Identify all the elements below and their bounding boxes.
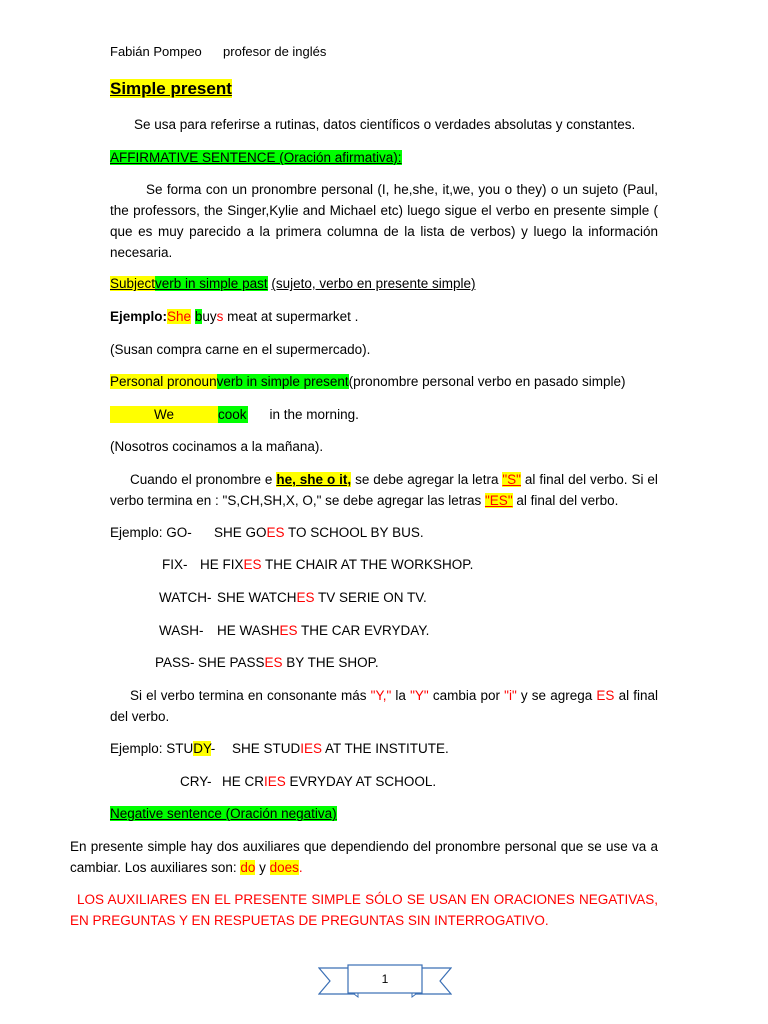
rule-y-paragraph (110, 685, 658, 727)
rule-y-text-3: cambia por (428, 688, 505, 703)
es-example-sentence-end: TO SCHOOL BY BUS. (284, 525, 424, 540)
y-example-verb-start: CRY- (180, 774, 212, 789)
example-1-label: Ejemplo: (110, 309, 168, 324)
example-1-verb-start: b (194, 309, 203, 324)
pattern-2-verb: verb in simple present (216, 374, 349, 389)
rule-s-letter-s: "S" (502, 472, 521, 487)
pattern-1-gloss: (sujeto, verbo en presente simple) (271, 276, 476, 291)
example-1-rest: meat at supermarket . (227, 309, 359, 324)
example-1-verb-mid: uy (202, 309, 217, 324)
negative-heading-row (110, 805, 337, 822)
y-example-verb (180, 773, 222, 790)
affirmative-heading: AFFIRMATIVE SENTENCE (Oración afirmativa): (110, 150, 402, 165)
y-example-row (110, 740, 449, 757)
intro-text: Se usa para referirse a rutinas, datos científicos o verdades absolutas y constantes. (134, 117, 636, 132)
header-role: profesor de inglés (223, 44, 327, 59)
es-example-sentence-start: HE WASH (217, 623, 280, 638)
es-example-suffix: ES (243, 557, 262, 572)
pattern-1-verb: verb in simple past (155, 276, 268, 291)
auxiliaries-warning: LOS AUXILIARES EN EL PRESENTE SIMPLE SÓLO SE USAN EN ORACIONES NEGATIVAS, EN PREGUNTAS Y EN RESPUETAS DE PREGUNTAS SIN INTERROGATIVO. (70, 892, 658, 928)
es-example-verb: WASH- (159, 623, 204, 638)
rule-y-text-2: la (391, 688, 411, 703)
translation-2: (Nosotros cocinamos a la mañana). (110, 439, 324, 454)
affirmative-description: Se forma con un pronombre personal (I, he,she, it,we, you o they) o un sujeto (Paul, the professors, the Singer,Kylie and Michael etc) luego sigue el verbo en presente simple ( que es muy parecido a la primera columna de la lista de verbos) y luego la información necesaria. (110, 182, 658, 260)
pattern-2-subject: Personal pronoun (110, 374, 217, 389)
y-example-verb-ending: DY (193, 741, 211, 756)
es-example-row (162, 556, 473, 573)
rule-s-letters-es: "ES" (485, 493, 513, 508)
y-example-suffix: IES (264, 774, 286, 789)
es-example-sentence-start: SHE PASS (198, 655, 265, 670)
rule-s-text-5: al final del verbo. (516, 493, 619, 508)
es-example-suffix: ES (296, 590, 315, 605)
example-2-subject: We (110, 406, 218, 423)
rule-s-text-3: al final del verbo. Si (524, 472, 644, 487)
pattern-1 (110, 275, 475, 292)
y-example-sentence-end: EVRYDAY AT SCHOOL. (285, 774, 437, 789)
header (110, 43, 326, 60)
page-number-ribbon (318, 964, 452, 998)
y-example-verb (110, 740, 232, 757)
example-2-rest: in the morning. (269, 407, 359, 422)
negative-text: En presente simple hay dos auxiliares que dependiendo del pronombre personal que se use va a cambiar. Los auxiliares son: (70, 839, 658, 875)
page-title: Simple present (110, 79, 232, 98)
negative-text-end: . (298, 860, 303, 875)
page-number: 1 (381, 972, 389, 986)
es-example-verb: FIX- (162, 557, 188, 572)
y-example-verb-start: Ejemplo: STU (110, 741, 194, 756)
page-title-row (110, 78, 232, 101)
es-example-sentence-end: THE CHAIR AT THE WORKSHOP. (261, 557, 474, 572)
auxiliary-do: do (240, 860, 256, 875)
es-example-row (159, 589, 427, 606)
es-example-sentence-start: SHE WATCH (217, 590, 297, 605)
es-example-row (110, 524, 424, 541)
translation-1: (Susan compra carne en el supermercado). (110, 342, 371, 357)
negative-heading: Negative sentence (Oración negativa) (110, 806, 337, 821)
es-example-suffix: ES (279, 623, 298, 638)
es-example-verb: WATCH- (159, 590, 212, 605)
y-example-sentence-start: HE CR (222, 774, 265, 789)
rule-y-text-5: al final del verbo. (110, 688, 658, 724)
es-example-suffix: ES (264, 655, 283, 670)
es-example-sentence-start: SHE GO (214, 525, 267, 540)
es-example-sentence-end: BY THE SHOP. (282, 655, 379, 670)
rule-y-es: ES (596, 688, 615, 703)
example-1 (110, 308, 358, 325)
header-author: Fabián Pompeo (110, 44, 202, 59)
es-example-verb: PASS- (155, 655, 195, 670)
es-example-sentence-start: HE FIX (200, 557, 244, 572)
y-example-sentence-start: SHE STUD (232, 741, 301, 756)
pattern-1-subject: Subject (110, 276, 156, 291)
es-example-suffix: ES (266, 525, 285, 540)
rule-y-letter-i: "i" (504, 688, 517, 703)
y-example-suffix: IES (300, 741, 323, 756)
rule-y-letter-y1: "Y," (370, 688, 392, 703)
pattern-2-gloss: (pronombre personal verbo en pasado simple) (348, 374, 626, 389)
y-example-verb-dash: - (210, 741, 216, 756)
example-2-verb: cook (218, 407, 247, 422)
rule-s-pronouns: he, she o it, (276, 472, 352, 487)
y-example-sentence-end: AT THE INSTITUTE. (322, 741, 449, 756)
rule-y-text-4: y se agrega (516, 688, 597, 703)
y-example-row (180, 773, 436, 790)
es-example-verb: Ejemplo: GO- (110, 525, 192, 540)
es-example-row (159, 622, 429, 639)
rule-s-paragraph (110, 469, 658, 511)
negative-text-and: y (255, 860, 270, 875)
example-2 (110, 406, 359, 423)
rule-y-letter-y2: "Y" (410, 688, 429, 703)
auxiliary-does: does (269, 860, 299, 875)
example-1-subject: She (167, 309, 192, 324)
rule-s-text-4: el verbo termina en : "S,CH,SH,X, O," se debe agregar las letras (110, 472, 658, 508)
negative-paragraph (70, 836, 658, 878)
rule-s-text-2: se debe agregar la letra (355, 472, 499, 487)
pattern-2 (110, 373, 626, 390)
es-example-sentence-end: TV SERIE ON TV. (314, 590, 427, 605)
affirmative-heading-row (110, 149, 402, 166)
es-example-row (155, 654, 379, 671)
rule-y-text-1: Si el verbo termina en consonante más (130, 688, 371, 703)
es-example-sentence-end: THE CAR EVRYDAY. (297, 623, 430, 638)
example-1-verb-end: s (216, 309, 224, 324)
rule-s-text-1: Cuando el pronombre e (130, 472, 273, 487)
